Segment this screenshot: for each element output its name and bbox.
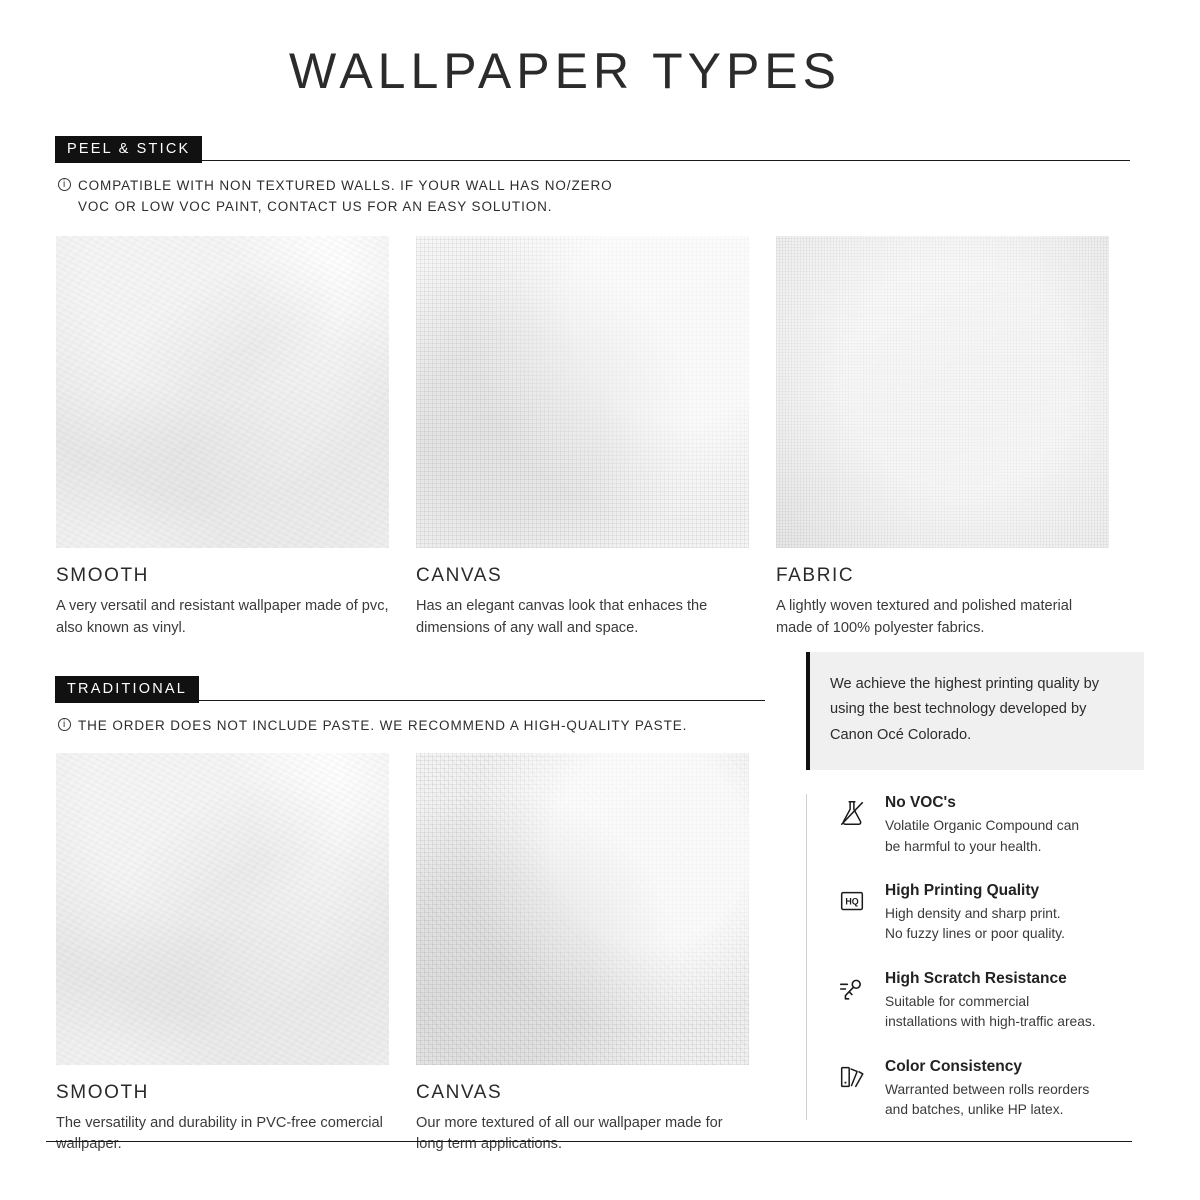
swatch-image-canvas-peel xyxy=(416,236,749,548)
traditional-swatches xyxy=(0,753,760,1157)
section-tag-peel-stick: PEEL & STICK xyxy=(55,136,202,163)
peel-stick-swatches xyxy=(0,236,1200,640)
swatch-image-smooth-traditional xyxy=(56,753,389,1065)
info-icon: i xyxy=(58,178,71,191)
feature-desc-scratch-resistance-line-2: installations with high-traffic areas. xyxy=(885,1014,1096,1030)
traditional-note-line-1: THE ORDER DOES NOT INCLUDE PASTE. WE RECOMMEND A HIGH-QUALITY PASTE. xyxy=(78,717,688,733)
feature-list xyxy=(806,794,1156,1120)
feature-desc-no-voc-line-2: be harmful to your health. xyxy=(885,838,1042,854)
page-title: WALLPAPER TYPES xyxy=(288,43,842,99)
traditional-note xyxy=(58,716,760,737)
swatch-desc-smooth-peel: A very versatil and resistant wallpaper made of pvc, also known as vinyl. xyxy=(56,597,389,636)
printing-quality-callout xyxy=(806,652,1144,771)
peel-stick-note-line-1: COMPATIBLE WITH NON TEXTURED WALLS. IF YOUR WALL HAS NO/ZERO xyxy=(78,178,613,193)
feature-desc-color-consistency-line-1: Warranted between rolls reorders xyxy=(885,1081,1090,1097)
swatch-card-smooth-traditional xyxy=(56,753,389,1157)
section-tag-traditional: TRADITIONAL xyxy=(55,676,199,703)
feature-item-color-consistency xyxy=(835,1058,1156,1121)
swatch-image-canvas-traditional xyxy=(416,753,749,1065)
printing-quality-text: We achieve the highest printing quality by using the best technology developed by Canon Océ Colorado. xyxy=(830,675,1100,743)
feature-item-high-printing-quality xyxy=(835,882,1156,945)
swatch-image-fabric-peel xyxy=(776,236,1109,548)
swatch-card-canvas-traditional xyxy=(416,753,749,1157)
feature-title-high-printing-quality: High Printing Quality xyxy=(885,882,1040,900)
peel-stick-note xyxy=(58,176,1200,218)
feature-title-scratch-resistance: High Scratch Resistance xyxy=(885,969,1067,987)
swatch-card-fabric-peel xyxy=(776,236,1109,640)
swatch-desc-canvas-traditional: Our more textured of all our wallpaper made for long term applications. xyxy=(416,1114,723,1153)
swatch-title-fabric-peel: FABRIC xyxy=(776,564,855,586)
traditional-right-column xyxy=(760,640,1200,1157)
no-voc-flask-icon xyxy=(835,796,869,830)
traditional-section xyxy=(0,640,1200,1157)
swatch-desc-smooth-traditional: The versatility and durability in PVC-free comercial wallpaper. xyxy=(56,1114,383,1153)
section-divider xyxy=(55,160,1130,161)
feature-title-no-voc: No VOC's xyxy=(885,794,956,812)
color-consistency-swatch-icon xyxy=(835,1060,869,1094)
feature-title-color-consistency: Color Consistency xyxy=(885,1057,1022,1075)
feature-desc-scratch-resistance-line-1: Suitable for commercial xyxy=(885,993,1030,1009)
peel-stick-note-line-2: VOC OR LOW VOC PAINT, CONTACT US FOR AN EASY SOLUTION. xyxy=(78,198,553,214)
swatch-title-canvas-peel: CANVAS xyxy=(416,564,503,586)
swatch-title-canvas-traditional: CANVAS xyxy=(416,1081,503,1103)
section-header-traditional xyxy=(0,676,760,702)
swatch-image-smooth-peel xyxy=(56,236,389,548)
swatch-desc-fabric-peel: A lightly woven textured and polished material made of 100% polyester fabrics. xyxy=(776,597,1073,636)
feature-desc-color-consistency-line-2: and batches, unlike HP latex. xyxy=(885,1102,1064,1118)
feature-desc-high-printing-quality-line-1: High density and sharp print. xyxy=(885,906,1061,922)
swatch-card-smooth-peel xyxy=(56,236,389,640)
scratch-resistance-key-icon xyxy=(835,972,869,1006)
swatch-desc-canvas-peel: Has an elegant canvas look that enhaces the dimensions of any wall and space. xyxy=(416,597,708,636)
swatch-title-smooth-traditional: SMOOTH xyxy=(56,1081,149,1103)
swatch-card-canvas-peel xyxy=(416,236,749,640)
feature-desc-high-printing-quality-line-2: No fuzzy lines or poor quality. xyxy=(885,926,1065,942)
feature-desc-no-voc-line-1: Volatile Organic Compound can xyxy=(885,818,1080,834)
svg-text:HQ: HQ xyxy=(845,896,859,907)
footer-divider xyxy=(46,1141,1132,1142)
info-icon: i xyxy=(58,718,71,731)
section-header-peel-stick xyxy=(0,136,1200,162)
high-quality-hq-icon xyxy=(835,884,869,918)
swatch-title-smooth-peel: SMOOTH xyxy=(56,564,149,586)
traditional-left-column xyxy=(0,640,760,1157)
feature-item-no-voc xyxy=(835,794,1156,857)
feature-item-scratch-resistance xyxy=(835,970,1156,1033)
